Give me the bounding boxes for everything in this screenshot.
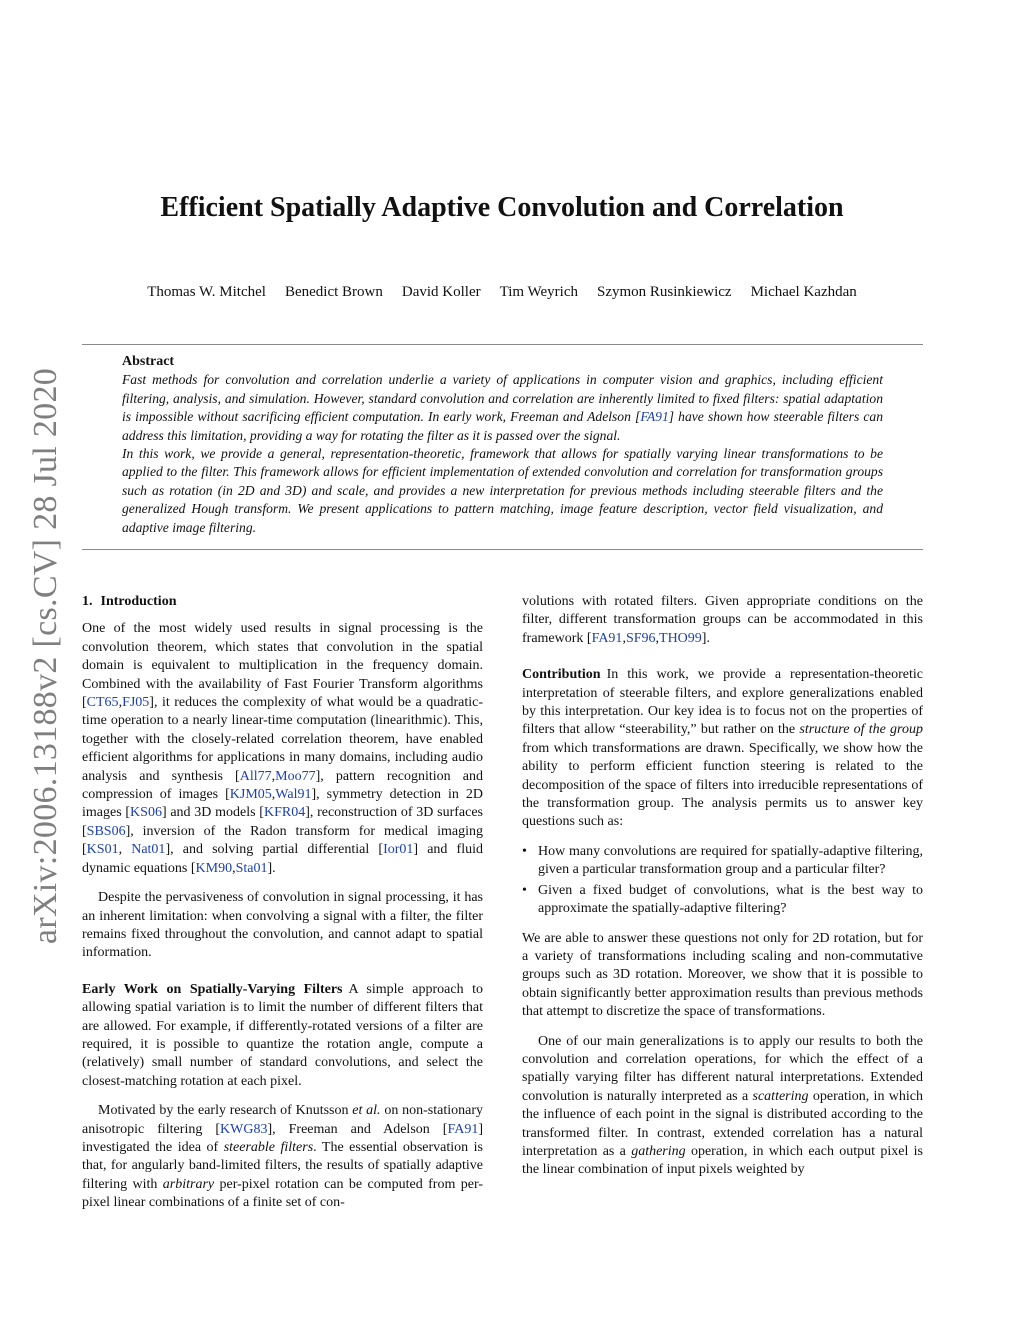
abstract-heading: Abstract <box>122 354 175 369</box>
citation-link[interactable]: Sta01 <box>235 860 268 876</box>
author-list <box>0 284 1004 301</box>
abstract-bottom-rule <box>82 549 923 550</box>
citation-link[interactable]: Wal91 <box>275 787 312 803</box>
citation-link[interactable]: KS06 <box>130 805 162 821</box>
abstract-paragraph: Fast methods for convolution and correlation underlie a variety of applications in computer vision and graphics, including efficient filtering, analysis, and simulation. However, standard convolution and correlation are inherently limited to fixed filters: spatial adaptation is impossible without sacrificing efficient computation. In early work, Freeman and Adelson [FA91] have shown how steerable filters can address this limitation, providing a way for rotating the filter as it is passed over the signal. <box>122 372 883 443</box>
body-paragraph: volutions with rotated filters. Given appropriate conditions on the filter, different transformation groups can be accommodated in this framework [FA91,SF96,THO99]. <box>522 594 923 646</box>
citation-link[interactable]: CT65 <box>86 695 119 711</box>
citation-link[interactable]: KJM05 <box>229 787 272 803</box>
abstract-paragraph: In this work, we provide a general, representation-theoretic, framework that allows for spatially varying linear transformations to be applied to the filter. This framework allows for efficient implementation of extended convolution and correlation for transformation groups such as rotation (in 2D and 3D) and scale, and provides a new interpretation for previous methods including steerable filters and the generalized Hough transform. We present applications to pattern matching, image feature description, vector field visualization, and adaptive image filtering. <box>122 446 883 535</box>
body-paragraph: We are able to answer these questions not only for 2D rotation, but for a variety of transformations including scaling and non-commutative groups such as 3D rotation. Moreover, we show that it is possible to obtain significantly better approximation results than previous methods that attempt to discretize the space of transformations. <box>522 930 923 1020</box>
citation-link[interactable]: FA91 <box>591 630 623 646</box>
author: Tim Weyrich <box>499 284 578 300</box>
paragraph-heading-contribution: Contribution <box>522 667 601 683</box>
citation-link[interactable]: KFR04 <box>263 805 306 821</box>
citation-link[interactable]: SF96 <box>625 630 656 646</box>
arxiv-stamp <box>24 366 68 946</box>
arxiv-stamp-text: arXiv:2006.13188v2 [cs.CV] 28 Jul 2020 <box>27 367 65 945</box>
citation-link[interactable]: Moo77 <box>275 768 316 784</box>
bullet-icon: • <box>522 882 527 898</box>
citation-link[interactable]: All77 <box>239 768 272 784</box>
citation-link[interactable]: KWG83 <box>220 1121 268 1137</box>
body-paragraph: Early Work on Spatially-Varying Filters A simple approach to allowing spatial variation is to limit the number of different filters that are allowed. For example, if differently-rotated versions of a filter are required, it is possible to quantize the rotation angle, compute a (relatively) small number of standard convolutions, and select the closest-matching rotation at each pixel. <box>82 981 483 1089</box>
paper-title: Efficient Spatially Adaptive Convolution and Correlation <box>160 192 844 223</box>
citation-link[interactable]: Ior01 <box>383 842 414 858</box>
citation-link[interactable]: THO99 <box>659 630 702 646</box>
paragraph-heading-early-work: Early Work on Spatially-Varying Filters <box>82 981 343 997</box>
body-paragraph: One of our main generalizations is to apply our results to both the convolution and correlation operations, for which the effect of a spatially varying filter has different natural interpretations. Extended convolution is naturally interpreted as a scattering operation, in which the influence of each point in the signal is distributed according to the transformed filter. In contrast, extended correlation has a natural interpretation as a gathering operation, in which each output pixel is the linear combination of input pixels weighted by <box>522 1033 923 1178</box>
citation-link[interactable]: Nat01 <box>131 842 166 858</box>
right-column <box>522 593 923 1191</box>
section-heading-introduction: 1. Introduction <box>82 594 177 609</box>
citation-link[interactable]: FA91 <box>640 409 669 425</box>
question-list <box>522 843 923 919</box>
citation-link[interactable]: SBS06 <box>86 823 126 839</box>
author: Benedict Brown <box>284 284 383 300</box>
body-paragraph: One of the most widely used results in signal processing is the convolution theorem, which states that convolution in the spatial domain is equivalent to multiplication in the frequency domain. Combined with the availability of Fast Fourier Transform algorithms [CT65,FJ05], it reduces the complexity of what would be a quadratic-time operation to a nearly linear-time computation (linearithmic). This, together with the closely-related correlation theorem, have enabled efficient algorithms for applications in many domains, including audio analysis and synthesis [All77,Moo77], pattern recognition and compression of images [KJM05,Wal91], symmetry detection in 2D images [KS06] and 3D models [KFR04], reconstruction of 3D surfaces [SBS06], inversion of the Radon transform for medical imaging [KS01, Nat01], and solving partial differential [Ior01] and fluid dynamic equations [KM90,Sta01]. <box>82 621 484 876</box>
list-item: • Given a fixed budget of convolutions, what is the best way to approximate the spatially-adaptive filtering? <box>522 882 923 917</box>
citation-link[interactable]: FA91 <box>447 1121 479 1137</box>
body-paragraph: Despite the pervasiveness of convolution in signal processing, it has an inherent limitation: when convolving a signal with a filter, the filter remains fixed throughout the convolution, and cannot adapt to spatial information. <box>82 890 483 961</box>
abstract <box>122 353 883 537</box>
body-paragraph: Contribution In this work, we provide a representation-theoretic interpretation of steerable filters, and explore generalizations enabled by this interpretation. Our key idea is to focus not on the properties of filters that allow “steerability,” but rather on the structure of the group from which transformations are drawn. Specifically, we show how the ability to perform efficient function steering is related to the decomposition of the space of filters into irreducible representations of the transformation group. The analysis permits us to answer key questions such as: <box>522 667 923 830</box>
citation-link[interactable]: KM90 <box>195 860 233 876</box>
author: David Koller <box>401 284 481 300</box>
citation-link[interactable]: FJ05 <box>122 695 150 711</box>
body-paragraph: Motivated by the early research of Knutsson et al. on non-stationary anisotropic filtering [KWG83], Freeman and Adelson [FA91] investigated the idea of steerable filters. The essential observation is that, for angularly band-limited filters, the results of spatially adaptive filtering with arbitrary per-pixel rotation can be computed from per-pixel linear combinations of a finite set of con- <box>82 1103 483 1211</box>
citation-link[interactable]: KS01 <box>86 842 119 858</box>
author: Michael Kazhdan <box>750 284 857 300</box>
bullet-icon: • <box>522 843 527 859</box>
list-item: • How many convolutions are required for spatially-adaptive filtering, given a particular transformation group and a particular filter? <box>522 843 923 878</box>
left-column <box>82 593 483 1224</box>
author: Thomas W. Mitchel <box>147 284 266 300</box>
abstract-top-rule <box>82 344 923 345</box>
author: Szymon Rusinkiewicz <box>597 284 732 300</box>
